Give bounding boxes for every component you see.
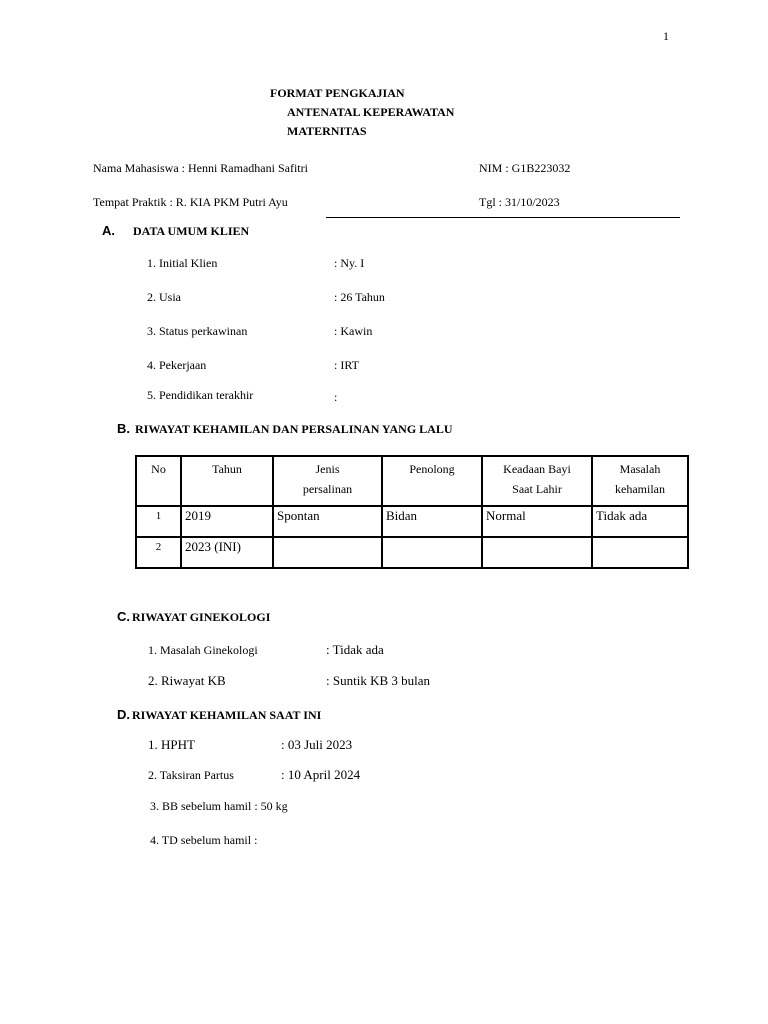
section-d-title: RIWAYAT KEHAMILAN SAAT INI (132, 708, 322, 722)
header-baby-condition: Keadaan Bayi Saat Lahir (482, 456, 592, 506)
cell-pregnancy-problem: Tidak ada (592, 506, 688, 537)
header-pregnancy-problem: Masalah kehamilan (592, 456, 688, 506)
cell-year: 2023 (INI) (181, 537, 273, 568)
cell-helper: Bidan (382, 506, 482, 537)
item-a4-value: : IRT (334, 358, 359, 372)
cell-year: 2019 (181, 506, 273, 537)
table-header-row (136, 456, 688, 506)
item-a2-value: : 26 Tahun (334, 290, 385, 304)
item-d4-label: 4. TD sebelum hamil : (150, 833, 258, 847)
item-a5-value: : (334, 390, 338, 404)
item-a1-label: 1. Initial Klien (147, 256, 218, 270)
section-c-letter: C. (117, 609, 130, 624)
cell-pregnancy-problem (592, 537, 688, 568)
title-line-3: MATERNITAS (287, 124, 367, 138)
student-name: Nama Mahasiswa : Henni Ramadhani Safitri (93, 161, 308, 175)
table-row (136, 537, 688, 568)
header-helper: Penolong (382, 456, 482, 506)
header-year: Tahun (181, 456, 273, 506)
header-delivery-type: Jenis persalinan (273, 456, 382, 506)
item-d3-label: 3. BB sebelum hamil : 50 kg (150, 799, 288, 813)
item-c1-label: 1. Masalah Ginekologi (148, 643, 258, 657)
cell-no: 1 (136, 506, 181, 537)
item-a3-value: : Kawin (334, 324, 373, 338)
cell-helper (382, 537, 482, 568)
table-row (136, 506, 688, 537)
page-number: 1 (663, 29, 669, 43)
section-b-title: RIWAYAT KEHAMILAN DAN PERSALINAN YANG LALU (135, 422, 453, 436)
section-d-letter: D. (117, 707, 130, 722)
item-c2-value: : Suntik KB 3 bulan (326, 673, 431, 688)
practice-place: Tempat Praktik : R. KIA PKM Putri Ayu (93, 195, 288, 209)
item-d1-label: 1. HPHT (148, 737, 195, 752)
student-nim: NIM : G1B223032 (479, 161, 571, 175)
item-a2-label: 2. Usia (147, 290, 181, 304)
item-d2-label: 2. Taksiran Partus (148, 768, 234, 782)
item-c1-value: : Tidak ada (326, 642, 384, 657)
section-a-letter: A. (102, 223, 115, 238)
title-line-1: FORMAT PENGKAJIAN (270, 86, 405, 100)
title-line-2: ANTENATAL KEPERAWATAN (287, 105, 455, 119)
section-b-letter: B. (117, 421, 130, 436)
item-d2-value: : 10 April 2024 (281, 767, 361, 782)
pregnancy-history-table (135, 455, 689, 569)
item-a3-label: 3. Status perkawinan (147, 324, 248, 338)
item-a4-label: 4. Pekerjaan (147, 358, 207, 372)
cell-delivery-type: Spontan (273, 506, 382, 537)
item-d1-value: : 03 Juli 2023 (281, 737, 353, 752)
cell-no: 2 (136, 537, 181, 568)
assessment-date: Tgl : 31/10/2023 (479, 195, 560, 209)
section-c-title: RIWAYAT GINEKOLOGI (132, 610, 271, 624)
header-no: No (136, 456, 181, 506)
section-a-title: DATA UMUM KLIEN (133, 224, 250, 238)
item-a5-label: 5. Pendidikan terakhir (147, 388, 254, 402)
item-c2-label: 2. Riwayat KB (148, 673, 226, 688)
cell-baby-condition: Normal (482, 506, 592, 537)
cell-delivery-type (273, 537, 382, 568)
item-a1-value: : Ny. I (334, 256, 365, 270)
header-divider (326, 217, 680, 218)
cell-baby-condition (482, 537, 592, 568)
